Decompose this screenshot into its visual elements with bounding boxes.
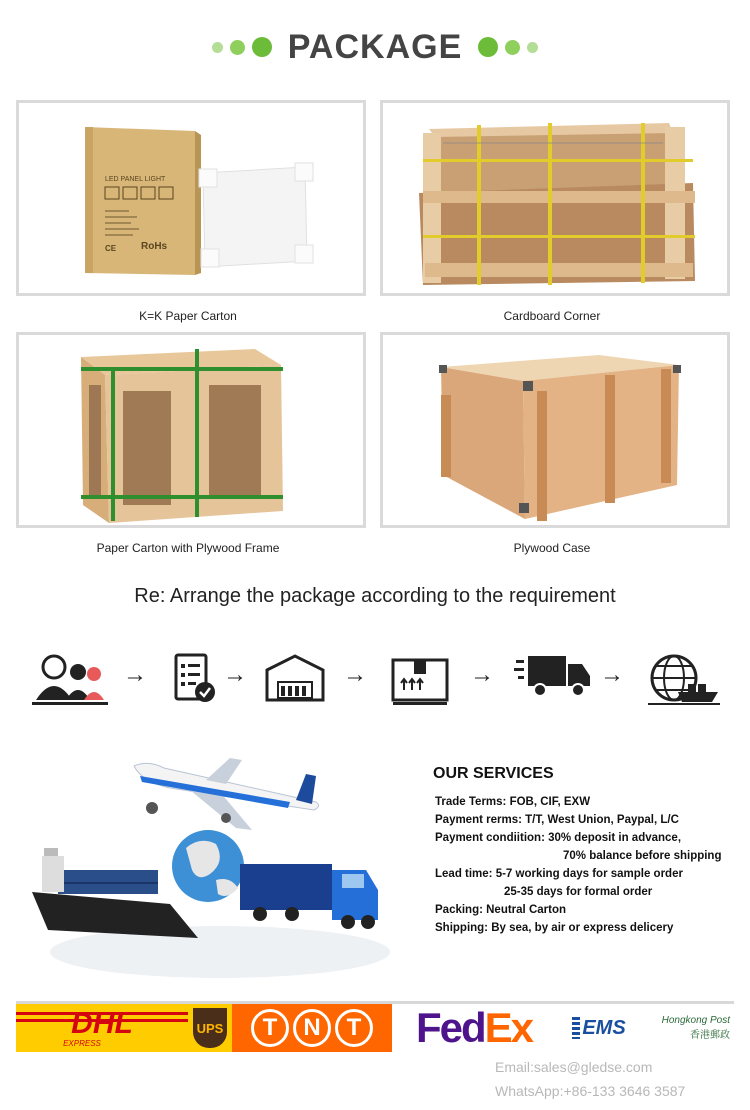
tnt-logo: T N T	[232, 1004, 392, 1052]
global-shipping-icon	[648, 652, 720, 706]
delivery-truck-icon	[514, 652, 594, 702]
decor-dots-right	[478, 37, 538, 57]
carton-label: LED PANEL LIGHT	[105, 176, 166, 183]
caption-cardboard-corner: Cardboard Corner	[503, 309, 601, 323]
process-arrow: →	[600, 661, 624, 688]
service-line-packing: Packing: Neutral Carton	[435, 904, 566, 916]
checklist-icon	[173, 652, 217, 706]
fedex-logo: Fed Ex	[392, 1004, 556, 1052]
svg-text:RoHs: RoHs	[141, 241, 168, 252]
service-line-trade-terms: Trade Terms: FOB, CIF, EXW	[435, 796, 591, 808]
package-image-paper-carton	[16, 100, 366, 296]
service-line-lead-time-formal: 25-35 days for formal order	[504, 886, 653, 898]
caption-paper-carton: K=K Paper Carton	[139, 309, 237, 323]
service-line-lead-time: Lead time: 5-7 working days for sample order	[435, 868, 683, 880]
ups-logo: UPS	[188, 1004, 232, 1052]
package-image-plywood-frame	[16, 332, 366, 528]
package-image-cardboard-corner	[380, 100, 730, 296]
services-title: OUR SERVICES	[433, 765, 554, 782]
svg-text:CE: CE	[105, 244, 117, 253]
process-arrow: →	[123, 661, 147, 688]
process-arrow: →	[343, 661, 367, 688]
hongkong-post-logo: Hongkong Post 香港郵政	[642, 1004, 734, 1052]
caption-plywood-case: Plywood Case	[513, 541, 591, 555]
page-title: PACKAGE	[287, 27, 463, 66]
service-line-payment-terms: Payment rerms: T/T, West Union, Paypal, L/C	[435, 814, 679, 826]
dhl-logo: DHL EXPRESS	[16, 1004, 188, 1052]
process-arrow: →	[223, 661, 247, 688]
contact-email: Email:sales@gledse.com	[495, 1059, 653, 1075]
customer-service-icon	[30, 650, 110, 706]
page-header	[0, 22, 750, 72]
service-line-shipping: Shipping: By sea, by air or express delicery	[435, 922, 674, 934]
package-image-plywood-case	[380, 332, 730, 528]
caption-plywood-frame: Paper Carton with Plywood Frame	[96, 541, 280, 555]
package-box-icon	[390, 652, 450, 706]
requirement-text: Re: Arrange the package according to the requirement	[134, 585, 616, 607]
warehouse-icon	[264, 652, 326, 704]
contact-whatsapp: WhatsApp:+86-133 3646 3587	[495, 1083, 686, 1099]
logistics-illustration	[30, 752, 400, 992]
service-line-payment-condition: Payment condiition: 30% deposit in advance,	[435, 832, 682, 844]
process-arrow: →	[470, 661, 494, 688]
ems-logo: EMS	[556, 1004, 642, 1052]
decor-dots-left	[212, 37, 272, 57]
carrier-logo-strip	[16, 1001, 734, 1054]
service-line-payment-balance: 70% balance before shipping	[563, 850, 722, 862]
